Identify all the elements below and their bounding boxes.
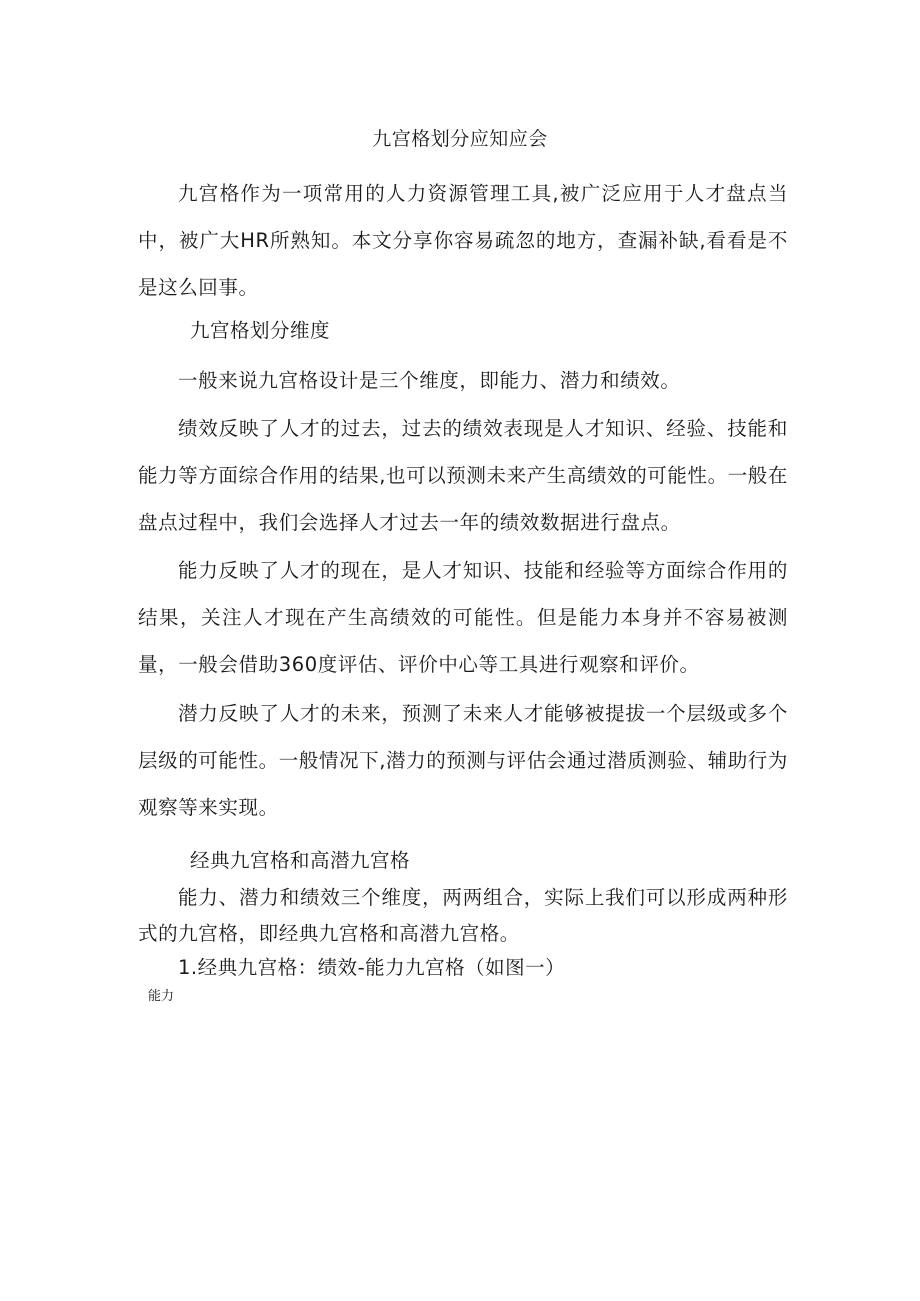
document-title: 九宫格划分应知应会 [372, 128, 548, 150]
paragraph-potential: 潜力反映了人才的未来，预测了未来人才能够被提拔一个层级或多个层级的可能性。一般情况下,潜力的预测与评估会通过潜质测验、辅助行为观察等来实现。 [138, 702, 788, 819]
paragraph-performance: 绩效反映了人才的过去，过去的绩效表现是人才知识、经验、技能和能力等方面综合作用的结果,也可以预测未来产生高绩效的可能性。一般在盘点过程中，我们会选择人才过去一年的绩效数据进行盘点。 [138, 417, 788, 534]
figure-axis-label: 能力 [148, 989, 175, 1004]
paragraph-grid-forms: 能力、潜力和绩效三个维度，两两组合，实际上我们可以形成两种形式的九宫格，即经典九宫格和高潜九宫格。 [138, 886, 788, 945]
list-item-classic-grid: 1.经典九宫格：绩效-能力九宫格（如图一） [178, 956, 566, 979]
section-heading-dimensions: 九宫格划分维度 [190, 319, 331, 342]
section-heading-grids: 经典九宫格和高潜九宫格 [190, 849, 411, 872]
intro-paragraph: 九宫格作为一项常用的人力资源管理工具,被广泛应用于人才盘点当中，被广大HR所熟知。本文分享你容易疏忽的地方，查漏补缺,看看是不是这么回事。 [138, 182, 788, 299]
paragraph-dimensions: 一般来说九宫格设计是三个维度，即能力、潜力和绩效。 [178, 369, 681, 392]
paragraph-ability: 能力反映了人才的现在，是人才知识、技能和经验等方面综合作用的结果，关注人才现在产生高绩效的可能性。但是能力本身并不容易被测量，一般会借助360度评估、评价中心等工具进行观察和评价。 [138, 559, 788, 676]
